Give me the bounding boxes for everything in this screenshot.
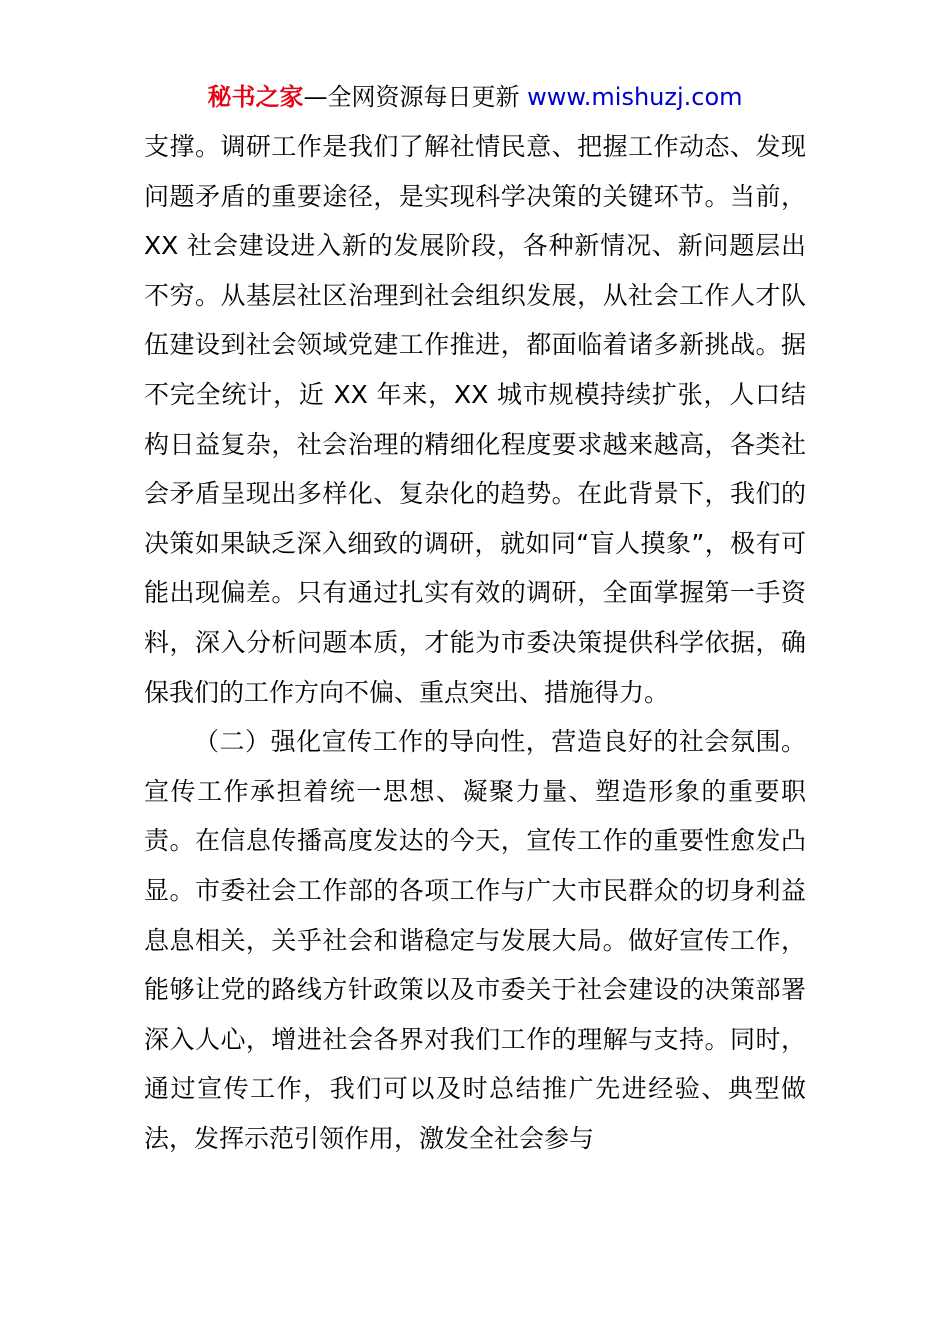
paragraph-1: 支撑。调研工作是我们了解社情民意、把握工作动态、发现问题矛盾的重要途径，是实现科学决策的关键环节。当前，XX 社会建设进入新的发展阶段，各种新情况、新问题层出不穷。从基层社区治理到社会组织发展，从社会工作人才队伍建设到社会领域党建工作推进，都面临着诸多新挑战。据不完全统计，近 XX 年来，XX 城市规模持续扩张，人口结构日益复杂，社会治理的精细化程度要求越来越高，各类社会矛盾呈现出多样化、复杂化的趋势。在此背景下，我们的决策如果缺乏深入细致的调研，就如同“盲人摸象”，极有可能出现偏差。只有通过扎实有效的调研，全面掌握第一手资料，深入分析问题本质，才能为市委决策提供科学依据，确保我们的工作方向不偏、重点突出、措施得力。: [144, 132, 806, 707]
brand-name: 秘书之家: [207, 83, 304, 111]
header-slogan: —全网资源每日更新: [303, 83, 528, 111]
site-url-link[interactable]: www.mishuzj.com: [527, 83, 743, 111]
paragraph-2: （二）强化宣传工作的导向性，营造良好的社会氛围。宣传工作承担着统一思想、凝聚力量、塑造形象的重要职责。在信息传播高度发达的今天，宣传工作的重要性愈发凸显。市委社会工作部的各项工作与广大市民群众的切身利益息息相关，关乎社会和谐稳定与发展大局。做好宣传工作，能够让党的路线方针政策以及市委关于社会建设的决策部署深入人心，增进社会各界对我们工作的理解与支持。同时，通过宣传工作，我们可以及时总结推广先进经验、典型做法，发挥示范引领作用，激发全社会参与: [144, 727, 806, 1153]
site-header: [0, 80, 950, 114]
document-body: [144, 122, 806, 1163]
